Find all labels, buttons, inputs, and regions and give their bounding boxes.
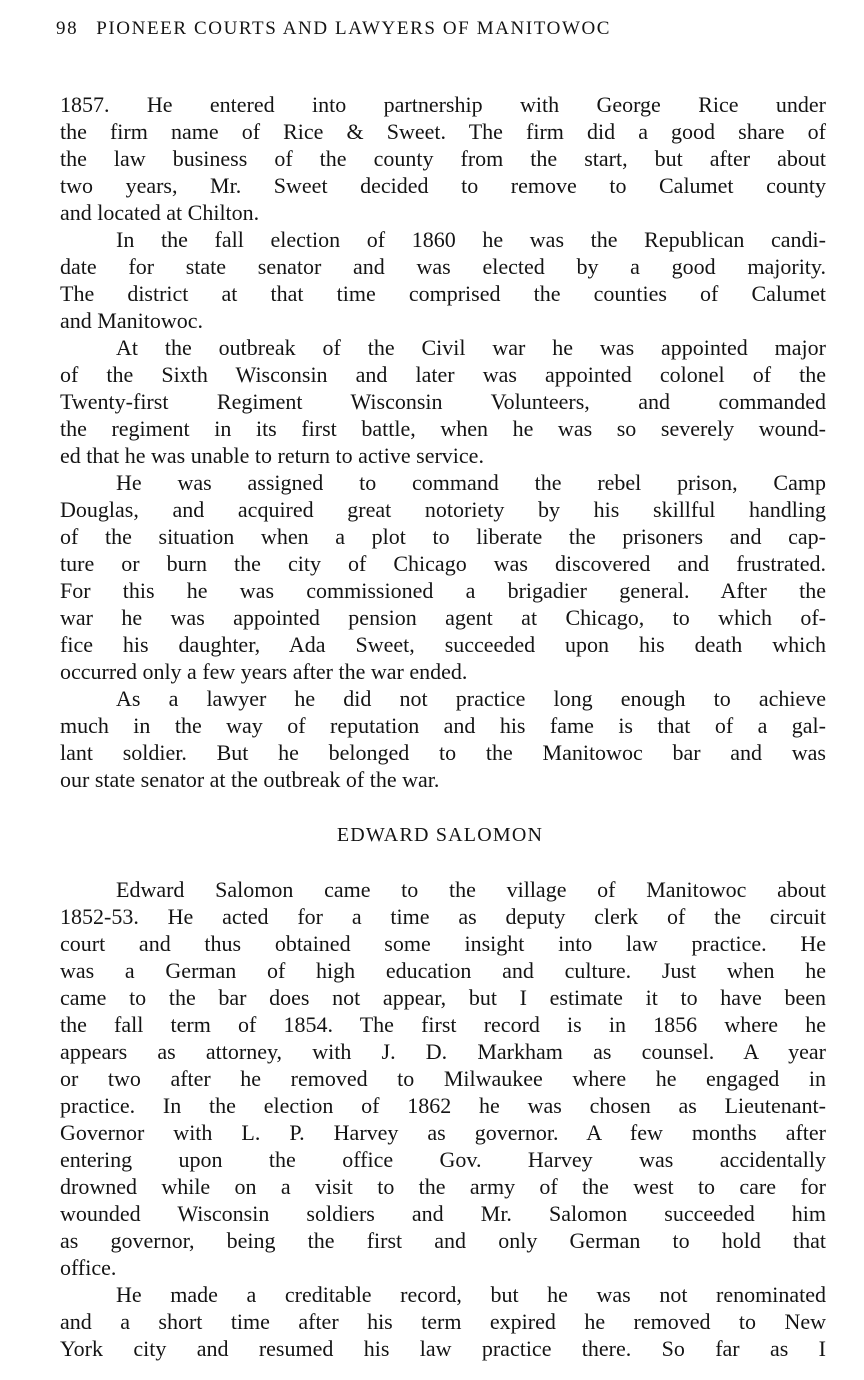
text-line: Douglas, and acquired great notoriety by his skillful handling xyxy=(60,497,826,522)
text-line: the regiment in its first battle, when he was so severely wound- xyxy=(60,416,826,441)
text-line: Edward Salomon came to the village of Manitowoc about xyxy=(116,877,826,902)
text-line: the fall term of 1854. The first record is in 1856 where he xyxy=(60,1012,826,1037)
text-line: For this he was commissioned a brigadier general. After the xyxy=(60,578,826,603)
text-line: fice his daughter, Ada Sweet, succeeded upon his death which xyxy=(60,632,826,657)
text-line: appears as attorney, with J. D. Markham as counsel. A year xyxy=(60,1039,826,1064)
text-line: occurred only a few years after the war ended. xyxy=(60,659,468,684)
text-line: as governor, being the first and only German to hold that xyxy=(60,1228,826,1253)
text-line: Governor with L. P. Harvey as governor. A few months after xyxy=(60,1120,826,1145)
text-line: wounded Wisconsin soldiers and Mr. Salomon succeeded him xyxy=(60,1201,826,1226)
text-line: York city and resumed his law practice there. So far as I xyxy=(60,1336,826,1361)
text-line: entering upon the office Gov. Harvey was accidentally xyxy=(60,1147,826,1172)
text-line: of the situation when a plot to liberate the prisoners and cap- xyxy=(60,524,826,549)
text-line: came to the bar does not appear, but I estimate it to have been xyxy=(60,985,826,1010)
text-line: of the Sixth Wisconsin and later was appointed colonel of the xyxy=(60,362,826,387)
text-line: and located at Chilton. xyxy=(60,200,260,225)
text-line: He made a creditable record, but he was not renominated xyxy=(116,1282,826,1307)
text-line: drowned while on a visit to the army of the west to care for xyxy=(60,1174,826,1199)
page-number: 98 xyxy=(56,18,79,39)
text-line: 1852-53. He acted for a time as deputy clerk of the circuit xyxy=(60,904,826,929)
book-title: PIONEER COURTS AND LAWYERS OF MANITOWOC xyxy=(96,18,612,39)
text-line: At the outbreak of the Civil war he was appointed major xyxy=(116,335,826,360)
text-line: office. xyxy=(60,1255,117,1280)
text-line: ture or burn the city of Chicago was discovered and frustrated. xyxy=(60,551,826,576)
text-line: practice. In the election of 1862 he was chosen as Lieutenant- xyxy=(60,1093,826,1118)
text-line: He was assigned to command the rebel prison, Camp xyxy=(116,470,826,495)
text-line: Twenty-first Regiment Wisconsin Volunteers, and commanded xyxy=(60,389,826,414)
text-line: date for state senator and was elected by a good majority. xyxy=(60,254,826,279)
text-line: our state senator at the outbreak of the war. xyxy=(60,767,440,792)
text-line: As a lawyer he did not practice long enough to achieve xyxy=(116,686,826,711)
text-line: and Manitowoc. xyxy=(60,308,203,333)
text-line: The district at that time comprised the counties of Calumet xyxy=(60,281,826,306)
text-line: two years, Mr. Sweet decided to remove to Calumet county xyxy=(60,173,826,198)
text-line: lant soldier. But he belonged to the Manitowoc bar and was xyxy=(60,740,826,765)
text-line: ed that he was unable to return to active service. xyxy=(60,443,484,468)
text-line: much in the way of reputation and his fame is that of a gal- xyxy=(60,713,826,738)
running-header xyxy=(56,18,816,40)
text-line: and a short time after his term expired he removed to New xyxy=(60,1309,826,1334)
section-heading: EDWARD SALOMON xyxy=(336,824,544,846)
text-line: the law business of the county from the start, but after about xyxy=(60,146,826,171)
text-line: the firm name of Rice & Sweet. The firm did a good share of xyxy=(60,119,826,144)
text-line: In the fall election of 1860 he was the Republican candi- xyxy=(116,227,826,252)
text-line: 1857. He entered into partnership with George Rice under xyxy=(60,92,826,117)
text-line: war he was appointed pension agent at Chicago, to which of- xyxy=(60,605,826,630)
text-line: was a German of high education and culture. Just when he xyxy=(60,958,826,983)
text-line: or two after he removed to Milwaukee where he engaged in xyxy=(60,1066,826,1091)
text-line: court and thus obtained some insight into law practice. He xyxy=(60,931,826,956)
